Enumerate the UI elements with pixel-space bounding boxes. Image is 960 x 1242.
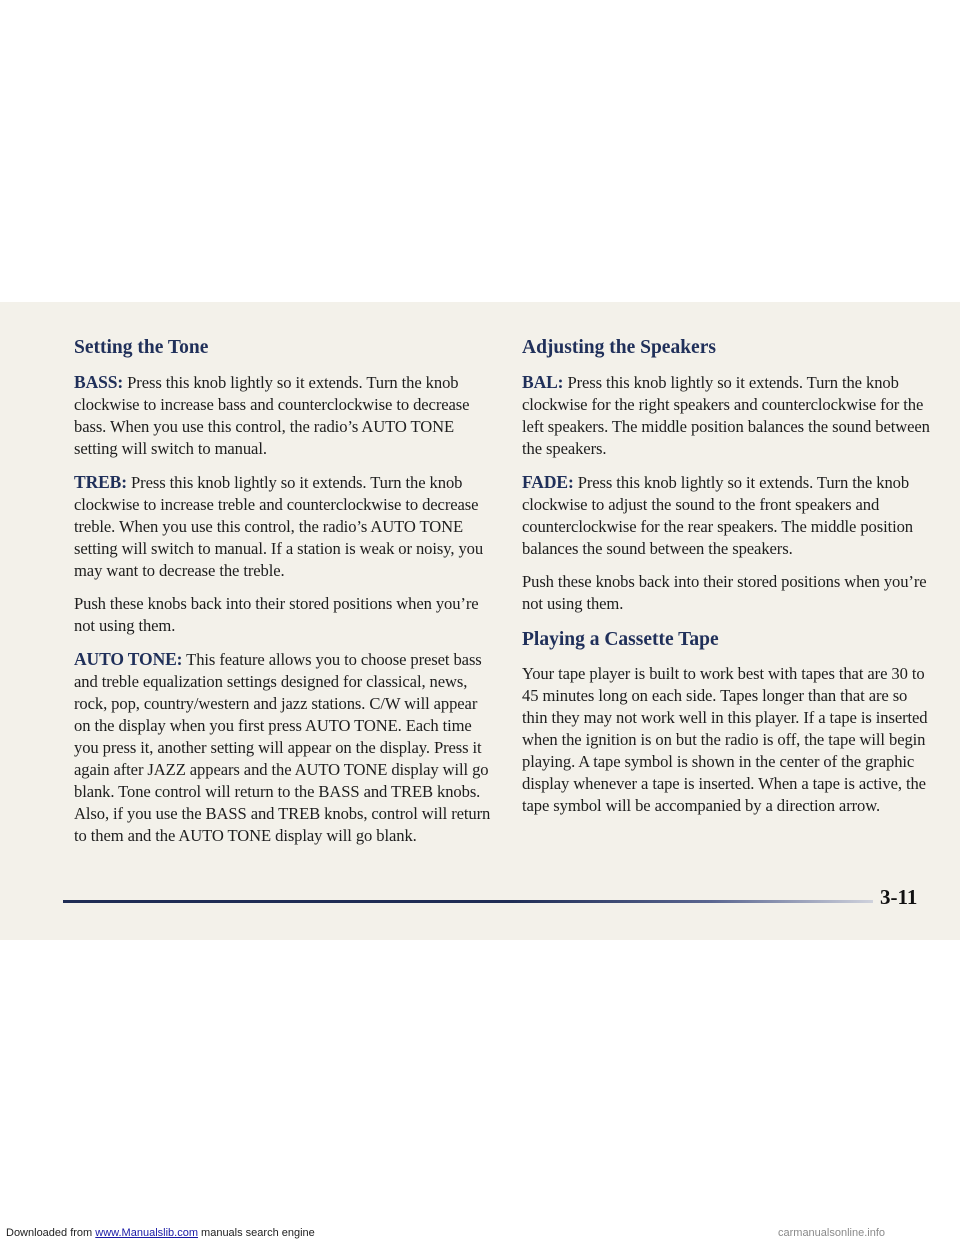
auto-tone-paragraph	[74, 648, 494, 847]
watermark-text: carmanualsonline.info	[778, 1227, 886, 1239]
auto-tone-term: AUTO TONE:	[74, 649, 183, 669]
bass-term: BASS:	[74, 372, 124, 392]
right-column	[522, 337, 934, 828]
fade-term: FADE:	[522, 472, 574, 492]
auto-tone-text: This feature allows you to choose preset bass and treble equalization settings designed for classical, news, rock, pop, country/western and jazz stations. C/W will appear on the display when you first press AUTO TONE. Each time you press it, another setting will appear on the display. Press it again after JAZZ appears and the AUTO TONE display will go blank. Tone control will return to the BASS and TREB knobs. Also, if you use the BASS and TREB knobs, control will return to them and the AUTO TONE display will go blank.	[74, 650, 491, 845]
left-column	[74, 337, 494, 858]
section-heading-adjusting-speakers: Adjusting the Speakers	[522, 337, 716, 358]
manualslib-link[interactable]: www.Manualslib.com	[95, 1227, 198, 1239]
bal-term: BAL:	[522, 372, 564, 392]
treb-paragraph	[74, 471, 494, 582]
footer-rule	[63, 900, 873, 903]
fade-paragraph	[522, 471, 934, 560]
section-heading-setting-tone: Setting the Tone	[74, 337, 209, 358]
banner-prefix: Downloaded from	[6, 1227, 96, 1239]
cassette-paragraph: Your tape player is built to work best with tapes that are 30 to 45 minutes long on each side. Tapes longer than that are so thin they may not work well in this player. If a tape is inserted when the ignition is on but the radio is off, the tape will begin playing. A tape symbol is shown in the center of the graphic display whenever a tape is inserted. When a tape is active, the tape symbol will be accompanied by a direction arrow.	[522, 664, 928, 815]
section-heading-cassette: Playing a Cassette Tape	[522, 629, 719, 650]
push-back-paragraph: Push these knobs back into their stored positions when you’re not using them.	[74, 594, 479, 635]
banner-suffix: manuals search engine	[197, 1227, 315, 1239]
bal-paragraph	[522, 371, 934, 460]
push-back-paragraph-right: Push these knobs back into their stored positions when you’re not using them.	[522, 572, 927, 613]
bal-text: Press this knob lightly so it extends. Turn the knob clockwise for the right speakers and counterclockwise for the left speakers. The middle position balances the sound between the speakers.	[522, 373, 930, 458]
bass-text: Press this knob lightly so it extends. Turn the knob clockwise to increase bass and counterclockwise to decrease bass. When you use this control, the radio’s AUTO TONE setting will switch to manual.	[74, 373, 470, 458]
treb-text: Press this knob lightly so it extends. Turn the knob clockwise to increase treble and counterclockwise to decrease treble. When you use this control, the radio’s AUTO TONE setting will switch to manual. If a station is weak or noisy, you may want to decrease the treble.	[74, 473, 484, 580]
page-number: 3-11	[880, 885, 918, 909]
bass-paragraph	[74, 371, 494, 460]
fade-text: Press this knob lightly so it extends. Turn the knob clockwise to adjust the sound to the front speakers and counterclockwise for the rear speakers. The middle position balances the sound between the speakers.	[522, 473, 913, 558]
download-banner	[6, 1227, 315, 1239]
treb-term: TREB:	[74, 472, 127, 492]
